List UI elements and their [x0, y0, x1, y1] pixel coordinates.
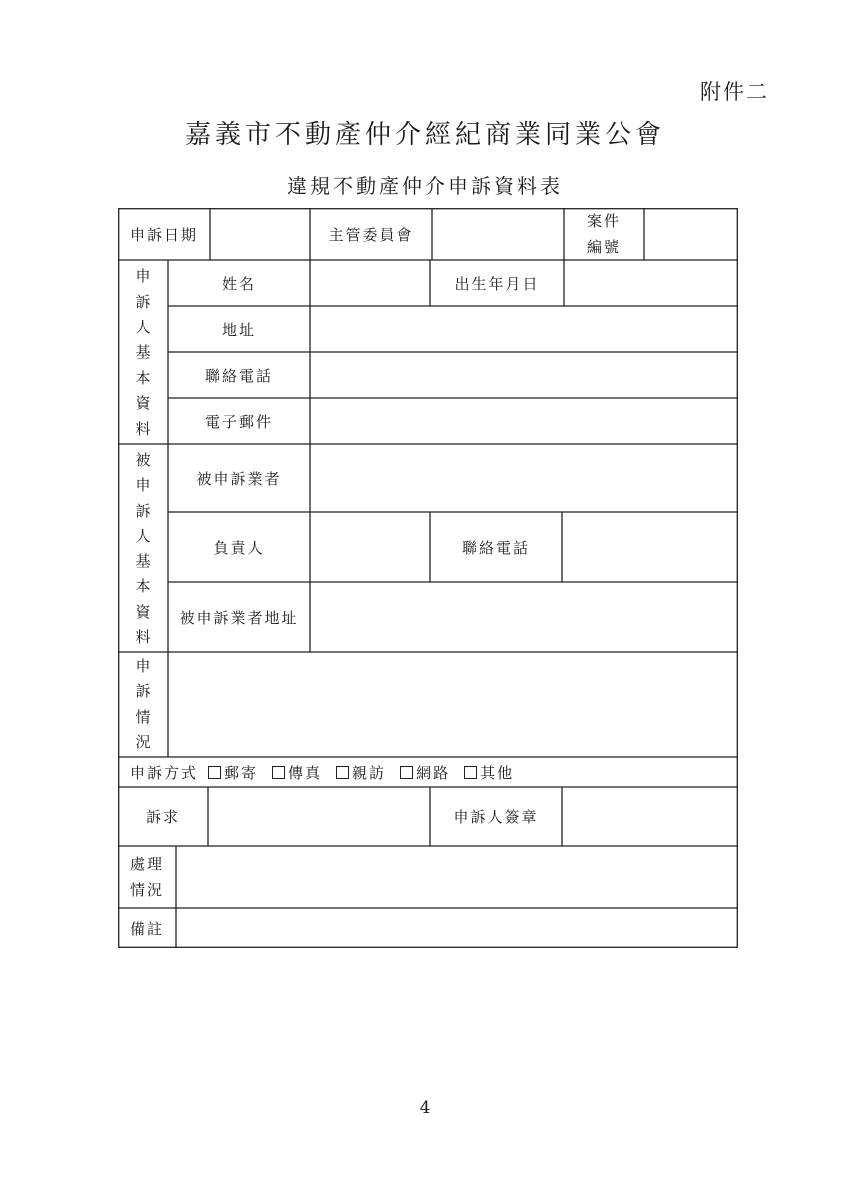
demand-label: 訴求	[145, 808, 180, 826]
respondent-section-char: 申	[135, 476, 151, 495]
checkbox-icon[interactable]	[400, 766, 413, 779]
organization-title: 嘉義市不動產仲介經紀商業同業公會	[184, 120, 665, 150]
method-option-internet[interactable]	[400, 762, 450, 783]
complainant-phone-label: 聯絡電話	[204, 366, 273, 385]
checkbox-icon[interactable]	[208, 766, 221, 779]
checkbox-icon[interactable]	[336, 766, 349, 779]
complaint-method-label: 申訴方式	[130, 763, 199, 782]
situation-section-char: 情	[135, 707, 151, 726]
attachment-label: 附件二	[700, 80, 769, 104]
respondent-section-char: 訴	[135, 501, 151, 520]
complainant-section-char: 本	[135, 368, 151, 387]
complainant-section-title	[118, 264, 168, 442]
complaint-date-label: 申訴日期	[129, 225, 198, 244]
name-label: 姓名	[221, 274, 256, 293]
checkbox-icon[interactable]	[272, 766, 285, 779]
method-option-fax[interactable]	[272, 762, 322, 783]
complainant-section-char: 訴	[135, 292, 151, 311]
form-title: 違規不動產仲介申訴資料表	[287, 174, 563, 198]
complainant-section-char: 人	[135, 318, 151, 337]
situation-section-char: 況	[135, 732, 151, 751]
remarks-label: 備註	[129, 919, 164, 938]
case-number-label	[564, 208, 644, 260]
complainant-section-char: 基	[135, 343, 151, 362]
checkbox-icon[interactable]	[464, 766, 477, 779]
respondent-business-label: 被申訴業者	[196, 469, 282, 488]
respondent-section-char: 被	[135, 451, 151, 470]
situation-section-char: 訴	[135, 682, 151, 701]
address-label: 地址	[221, 320, 256, 339]
respondent-section-char: 資	[135, 602, 151, 621]
method-option-other[interactable]	[464, 762, 514, 783]
method-option-label: 網路	[416, 763, 451, 782]
method-option-visit[interactable]	[336, 762, 386, 783]
complainant-section-char: 申	[135, 267, 151, 286]
situation-section-title	[118, 654, 168, 755]
case-number-label-line1: 案件	[586, 212, 621, 230]
birth-date-label: 出生年月日	[454, 274, 540, 293]
email-label: 電子郵件	[204, 412, 273, 431]
method-option-label: 傳真	[288, 763, 323, 782]
committee-label: 主管委員會	[328, 225, 414, 244]
respondent-section-char: 料	[135, 627, 151, 646]
complainant-section-char: 資	[135, 394, 151, 413]
respondent-address-label: 被申訴業者地址	[179, 608, 299, 627]
handling-label	[118, 846, 176, 908]
situation-section-char: 申	[135, 657, 151, 676]
complaint-method-row	[118, 757, 738, 787]
method-option-label: 郵寄	[224, 763, 259, 782]
handling-label-line2: 情況	[129, 881, 164, 899]
handling-label-line1: 處理	[129, 855, 164, 873]
complaint-form-table	[118, 208, 738, 948]
signature-label: 申訴人簽章	[453, 808, 539, 826]
respondent-section-char: 本	[135, 577, 151, 596]
responsible-person-label: 負責人	[213, 538, 265, 557]
respondent-section-char: 人	[135, 526, 151, 545]
method-option-label: 其他	[480, 763, 515, 782]
case-number-label-line2: 編號	[586, 238, 621, 256]
respondent-section-char: 基	[135, 552, 151, 571]
complainant-section-char: 料	[135, 419, 151, 438]
respondent-section-title	[118, 448, 168, 650]
respondent-phone-label: 聯絡電話	[461, 538, 530, 557]
method-option-mail[interactable]	[208, 762, 258, 783]
method-option-label: 親訪	[352, 763, 387, 782]
page-number: 4	[419, 1098, 431, 1118]
